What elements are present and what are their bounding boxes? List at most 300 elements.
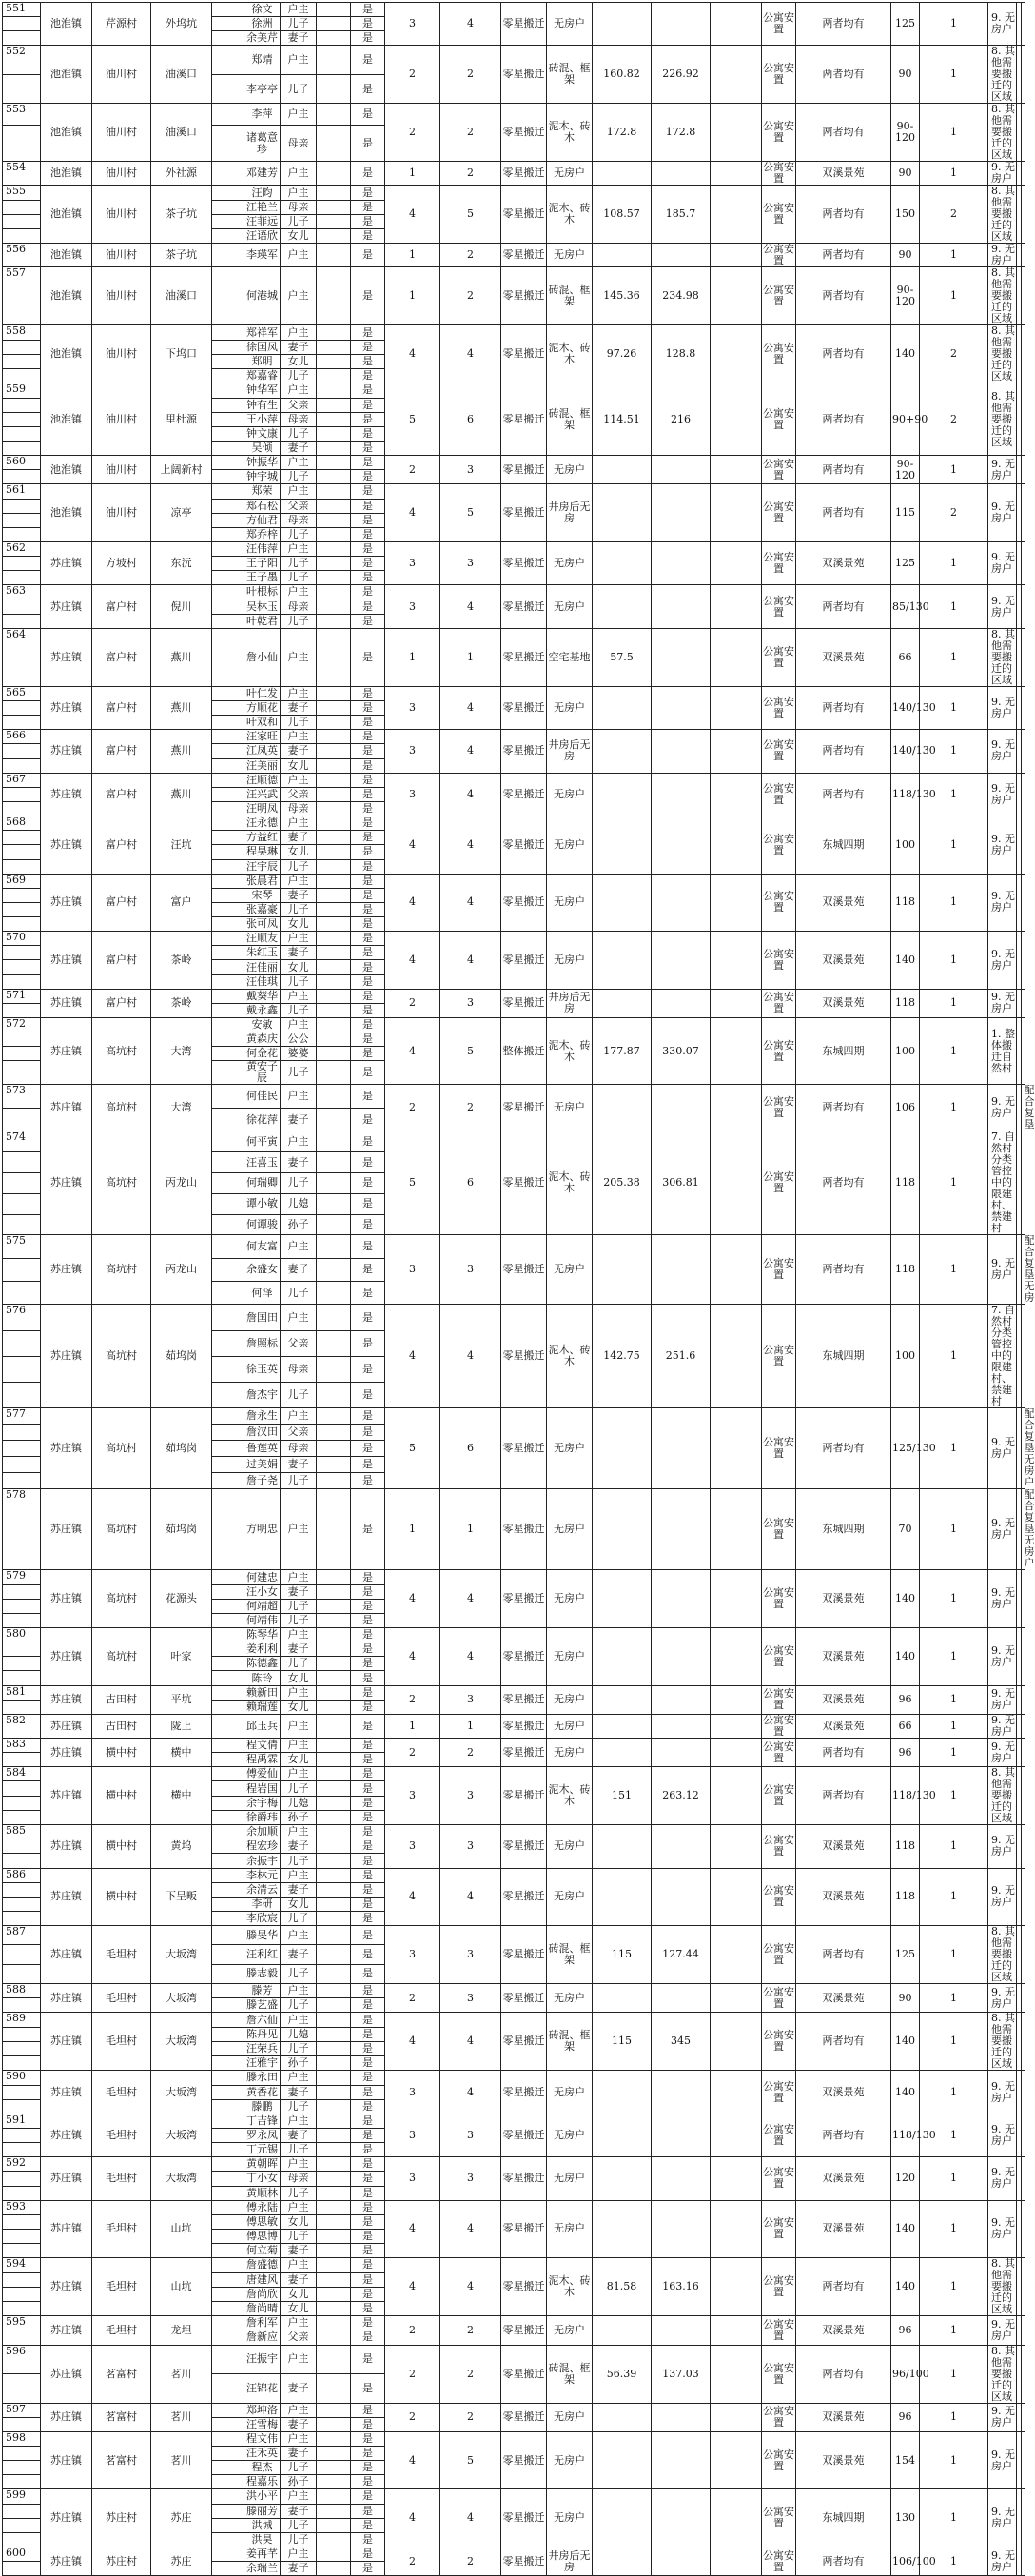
row-number-cell: 556 — [3, 244, 41, 267]
town-cell: 池淮镇 — [41, 3, 92, 46]
registered-flag-cell: 是 — [351, 1457, 385, 1473]
member-name-cell: 余清云 — [244, 1882, 281, 1897]
community-cell: 两者均有 — [796, 46, 891, 104]
people-count-cell: 4 — [385, 1018, 440, 1085]
table-row — [3, 244, 1025, 267]
people-count-cell: 3 — [385, 585, 440, 628]
blank-cell — [212, 383, 244, 398]
registered-flag-cell: 是 — [351, 2504, 385, 2518]
policy-cell: 9. 无房户 — [988, 2403, 1017, 2431]
people-count-cell: 4 — [385, 2200, 440, 2258]
relation-cell: 母亲 — [281, 1356, 317, 1382]
unit-count-cell: 1 — [920, 1235, 988, 1305]
row-number-cell-blank — [3, 1839, 41, 1854]
blank-cell — [317, 2099, 351, 2114]
registered-flag-cell: 是 — [351, 1700, 385, 1714]
town-cell: 苏庄镇 — [41, 1868, 92, 1926]
relocation-mode-cell: 零星搬迁 — [501, 244, 547, 267]
registered-flag-cell: 是 — [351, 369, 385, 383]
registered-flag-cell: 是 — [351, 1108, 385, 1131]
apartment-size-cell: 118 — [891, 989, 920, 1017]
registered-flag-cell: 是 — [351, 2417, 385, 2431]
member-name-cell: 滕永田 — [244, 2071, 281, 2085]
group-cell: 倪川 — [151, 585, 212, 628]
note-cell — [1021, 46, 1025, 104]
relocation-mode-cell: 零星搬迁 — [501, 2114, 547, 2156]
community-cell: 两者均有 — [796, 686, 891, 729]
row-number-cell-blank — [3, 1152, 41, 1173]
blank-cell — [212, 2302, 244, 2316]
policy-cell: 8. 其他需要搬迁的区域 — [988, 267, 1017, 325]
row-number-cell-blank — [3, 1282, 41, 1305]
blank-cell — [317, 1193, 351, 1214]
row-number-cell-blank — [3, 2417, 41, 2431]
note-cell: 配合复垦 — [1021, 1085, 1025, 1131]
member-name-cell: 汪昀 — [244, 186, 281, 200]
note-cell — [1021, 104, 1025, 162]
blank-cell — [317, 244, 351, 267]
placement-cell: 公寓安置 — [762, 730, 796, 773]
room-count-cell: 5 — [440, 186, 501, 244]
relation-cell: 妻子 — [281, 1839, 317, 1854]
table-row — [3, 2316, 1025, 2330]
floor-area-cell: 251.6 — [652, 1305, 711, 1408]
relation-cell: 儿子 — [281, 2518, 317, 2532]
placement-cell: 公寓安置 — [762, 2157, 796, 2200]
registered-flag-cell: 是 — [351, 229, 385, 244]
people-count-cell: 2 — [385, 2547, 440, 2575]
relocation-mode-cell: 整体搬迁 — [501, 1018, 547, 1085]
room-count-cell: 4 — [440, 932, 501, 990]
registered-flag-cell: 是 — [351, 2345, 385, 2374]
member-name-cell: 汪佳丽 — [244, 960, 281, 974]
member-name-cell: 徐洲 — [244, 17, 281, 31]
people-count-cell: 3 — [385, 2071, 440, 2114]
community-cell: 双溪景苑 — [796, 1984, 891, 2013]
member-name-cell: 钟宇城 — [244, 470, 281, 484]
relation-cell: 妻子 — [281, 2374, 317, 2404]
unit-count-cell: 1 — [920, 932, 988, 990]
blank-cell — [711, 1738, 762, 1766]
registered-flag-cell: 是 — [351, 244, 385, 267]
group-cell: 燕川 — [151, 628, 212, 686]
registered-flag-cell: 是 — [351, 46, 385, 75]
room-count-cell: 4 — [440, 2013, 501, 2071]
row-number-cell-blank — [3, 1810, 41, 1824]
people-count-cell: 1 — [385, 628, 440, 686]
registered-flag-cell: 是 — [351, 1998, 385, 2013]
member-name-cell: 汪语欣 — [244, 229, 281, 244]
people-count-cell: 2 — [385, 2345, 440, 2403]
blank-cell — [212, 2157, 244, 2172]
relation-cell: 妻子 — [281, 2504, 317, 2518]
apartment-size-cell: 118/130 — [891, 773, 920, 816]
blank-cell — [711, 244, 762, 267]
floor-area-cell: 172.8 — [652, 104, 711, 162]
blank-cell — [212, 1047, 244, 1061]
member-name-cell: 何谭骏 — [244, 1214, 281, 1235]
room-count-cell: 4 — [440, 1570, 501, 1628]
relation-cell: 妻子 — [281, 1882, 317, 1897]
blank-cell — [212, 2272, 244, 2287]
town-cell: 苏庄镇 — [41, 1235, 92, 1305]
row-number-cell: 571 — [3, 989, 41, 1003]
relation-cell: 户主 — [281, 2114, 317, 2128]
town-cell: 苏庄镇 — [41, 2157, 92, 2200]
member-name-cell: 叶双和 — [244, 716, 281, 730]
room-count-cell: 3 — [440, 456, 501, 484]
member-name-cell: 张嘉豪 — [244, 902, 281, 916]
structure-cell: 无房户 — [547, 1628, 593, 1686]
registered-flag-cell: 是 — [351, 1926, 385, 1945]
floor-area-cell — [652, 162, 711, 186]
note-cell — [1021, 2403, 1025, 2431]
community-cell: 两者均有 — [796, 456, 891, 484]
registered-flag-cell: 是 — [351, 2085, 385, 2099]
relocation-mode-cell: 零星搬迁 — [501, 1714, 547, 1738]
registered-flag-cell: 是 — [351, 104, 385, 126]
structure-cell: 泥木、砖木 — [547, 1767, 593, 1825]
placement-cell: 公寓安置 — [762, 816, 796, 875]
people-count-cell: 4 — [385, 2489, 440, 2547]
room-count-cell: 2 — [440, 2345, 501, 2403]
people-count-cell: 3 — [385, 2157, 440, 2200]
unit-count-cell: 1 — [920, 1738, 988, 1766]
blank-cell — [212, 484, 244, 499]
town-cell: 池淮镇 — [41, 104, 92, 162]
blank-cell — [317, 1945, 351, 1964]
relation-cell: 女儿 — [281, 354, 317, 368]
floor-area-cell — [652, 2157, 711, 2200]
member-name-cell: 吴林玉 — [244, 600, 281, 614]
registered-flag-cell: 是 — [351, 902, 385, 916]
group-cell: 横中 — [151, 1738, 212, 1766]
registered-flag-cell: 是 — [351, 1282, 385, 1305]
policy-cell: 7. 自然村分类管控中的限建村、禁建村 — [988, 1305, 1017, 1408]
policy-cell: 8. 其他需要搬迁的区域 — [988, 46, 1017, 104]
registered-flag-cell: 是 — [351, 1796, 385, 1810]
registered-flag-cell: 是 — [351, 888, 385, 902]
blank-cell — [212, 1912, 244, 1926]
note-cell — [1021, 1926, 1025, 1984]
registered-flag-cell: 是 — [351, 2186, 385, 2200]
blank-cell — [317, 1330, 351, 1356]
note-cell — [1021, 2114, 1025, 2156]
blank-cell — [212, 1868, 244, 1882]
policy-cell: 8. 其他需要搬迁的区域 — [988, 104, 1017, 162]
room-count-cell: 4 — [440, 2200, 501, 2258]
structure-cell: 无房户 — [547, 541, 593, 584]
town-cell: 池淮镇 — [41, 244, 92, 267]
note-cell — [1021, 1018, 1025, 1085]
unit-count-cell: 1 — [920, 104, 988, 162]
relocation-mode-cell: 零星搬迁 — [501, 686, 547, 729]
row-number-cell-blank — [3, 787, 41, 801]
blank-cell — [317, 744, 351, 758]
blank-cell — [317, 162, 351, 186]
relation-cell: 户主 — [281, 541, 317, 556]
member-name-cell: 滕芳 — [244, 1984, 281, 1998]
unit-count-cell: 1 — [920, 3, 988, 46]
registered-flag-cell: 是 — [351, 354, 385, 368]
blank-cell — [212, 229, 244, 244]
apartment-size-cell: 154 — [891, 2431, 920, 2489]
member-name-cell: 江凤英 — [244, 744, 281, 758]
member-name-cell: 邓建芳 — [244, 162, 281, 186]
people-count-cell: 3 — [385, 773, 440, 816]
building-area-cell — [593, 686, 652, 729]
village-cell: 毛坦村 — [92, 2071, 151, 2114]
registered-flag-cell: 是 — [351, 3, 385, 17]
row-number-cell-blank — [3, 831, 41, 845]
member-name-cell: 鲁莲英 — [244, 1441, 281, 1457]
relation-cell: 女儿 — [281, 960, 317, 974]
registered-flag-cell: 是 — [351, 2302, 385, 2316]
blank-cell — [317, 700, 351, 715]
table-row — [3, 1825, 1025, 1839]
relocation-mode-cell: 零星搬迁 — [501, 1685, 547, 1714]
member-name-cell: 方明忠 — [244, 1489, 281, 1570]
group-cell: 油溪口 — [151, 104, 212, 162]
policy-cell: 9. 无房户 — [988, 1235, 1017, 1305]
village-cell: 富户村 — [92, 932, 151, 990]
people-count-cell: 4 — [385, 2013, 440, 2071]
registered-flag-cell: 是 — [351, 2287, 385, 2301]
community-cell: 双溪景苑 — [796, 628, 891, 686]
floor-area-cell — [652, 816, 711, 875]
row-number-cell-blank — [3, 2056, 41, 2071]
blank-cell — [317, 859, 351, 874]
relation-cell: 儿子 — [281, 1383, 317, 1408]
registered-flag-cell: 是 — [351, 484, 385, 499]
floor-area-cell: 127.44 — [652, 1926, 711, 1984]
registered-flag-cell: 是 — [351, 628, 385, 686]
structure-cell: 无房户 — [547, 932, 593, 990]
blank-cell — [212, 1457, 244, 1473]
blank-cell — [212, 2143, 244, 2157]
relation-cell: 妻子 — [281, 2562, 317, 2576]
apartment-size-cell: 90 — [891, 244, 920, 267]
apartment-size-cell: 100 — [891, 816, 920, 875]
blank-cell — [212, 1984, 244, 1998]
blank-cell — [212, 426, 244, 441]
note-cell — [1021, 186, 1025, 244]
blank-cell — [212, 2287, 244, 2301]
blank-cell — [711, 46, 762, 104]
relation-cell: 母亲 — [281, 513, 317, 527]
blank-cell — [317, 1882, 351, 1897]
member-name-cell: 余加顺 — [244, 1825, 281, 1839]
registered-flag-cell: 是 — [351, 2172, 385, 2186]
people-count-cell: 4 — [385, 1570, 440, 1628]
table-row — [3, 989, 1025, 1003]
registered-flag-cell: 是 — [351, 716, 385, 730]
blank-cell — [711, 2258, 762, 2316]
blank-cell — [212, 354, 244, 368]
row-number-cell-blank — [3, 1473, 41, 1489]
room-count-cell: 2 — [440, 1085, 501, 1131]
village-cell: 油川村 — [92, 456, 151, 484]
relocation-mode-cell: 零星搬迁 — [501, 2403, 547, 2431]
people-count-cell: 3 — [385, 1825, 440, 1868]
room-count-cell: 2 — [440, 46, 501, 104]
relocation-mode-cell: 零星搬迁 — [501, 162, 547, 186]
relation-cell: 妻子 — [281, 2085, 317, 2099]
member-name-cell: 詹新应 — [244, 2330, 281, 2345]
registered-flag-cell: 是 — [351, 499, 385, 513]
group-cell: 龙坦 — [151, 2316, 212, 2345]
floor-area-cell — [652, 1570, 711, 1628]
blank-cell — [212, 1425, 244, 1441]
blank-cell — [212, 2518, 244, 2532]
table-row — [3, 325, 1025, 340]
blank-cell — [212, 773, 244, 787]
people-count-cell: 3 — [385, 1926, 440, 1984]
relation-cell: 户主 — [281, 2200, 317, 2214]
member-name-cell: 黄香花 — [244, 2085, 281, 2099]
room-count-cell: 4 — [440, 325, 501, 383]
blank-cell — [212, 571, 244, 585]
floor-area-cell — [652, 932, 711, 990]
relocation-mode-cell: 零星搬迁 — [501, 1738, 547, 1766]
policy-cell: 9. 无房户 — [988, 1868, 1017, 1926]
member-name-cell: 汪顺德 — [244, 773, 281, 787]
village-cell: 茗富村 — [92, 2431, 151, 2489]
people-count-cell: 2 — [385, 1685, 440, 1714]
policy-cell: 9. 无房户 — [988, 3, 1017, 46]
floor-area-cell: 226.92 — [652, 46, 711, 104]
blank-cell — [317, 989, 351, 1003]
relocation-mode-cell: 零星搬迁 — [501, 325, 547, 383]
policy-cell: 8. 其他需要搬迁的区域 — [988, 186, 1017, 244]
placement-cell: 公寓安置 — [762, 2403, 796, 2431]
registered-flag-cell: 是 — [351, 1018, 385, 1032]
row-number-cell: 568 — [3, 816, 41, 831]
member-name-cell: 詹尚晴 — [244, 2302, 281, 2316]
blank-cell — [317, 1912, 351, 1926]
room-count-cell: 5 — [440, 484, 501, 542]
relation-cell: 户主 — [281, 2258, 317, 2272]
apartment-size-cell: 90-120 — [891, 267, 920, 325]
blank-cell — [711, 1825, 762, 1868]
relation-cell: 户主 — [281, 1085, 317, 1109]
registered-flag-cell: 是 — [351, 2200, 385, 2214]
placement-cell: 公寓安置 — [762, 1738, 796, 1766]
blank-cell — [317, 1356, 351, 1382]
room-count-cell: 5 — [440, 1018, 501, 1085]
blank-cell — [711, 730, 762, 773]
floor-area-cell — [652, 456, 711, 484]
table-row — [3, 2071, 1025, 2085]
floor-area-cell — [652, 1868, 711, 1926]
note-cell — [1021, 1131, 1025, 1235]
community-cell: 两者均有 — [796, 2013, 891, 2071]
blank-cell — [317, 1032, 351, 1047]
registered-flag-cell: 是 — [351, 744, 385, 758]
unit-count-cell: 2 — [920, 484, 988, 542]
row-number-cell-blank — [3, 2532, 41, 2547]
community-cell: 双溪景苑 — [796, 2200, 891, 2258]
community-cell: 双溪景苑 — [796, 1628, 891, 1686]
blank-cell — [212, 960, 244, 974]
placement-cell: 公寓安置 — [762, 2547, 796, 2575]
table-row — [3, 1767, 1025, 1781]
registered-flag-cell: 是 — [351, 2071, 385, 2085]
relation-cell: 户主 — [281, 2403, 317, 2417]
placement-cell: 公寓安置 — [762, 2013, 796, 2071]
row-number-cell-blank — [3, 2461, 41, 2475]
blank-cell — [317, 2532, 351, 2547]
town-cell: 苏庄镇 — [41, 2345, 92, 2403]
apartment-size-cell: 96/100 — [891, 2345, 920, 2403]
group-cell: 丙龙山 — [151, 1131, 212, 1235]
blank-cell — [212, 874, 244, 888]
registered-flag-cell: 是 — [351, 801, 385, 816]
blank-cell — [711, 2114, 762, 2156]
blank-cell — [317, 441, 351, 455]
community-cell: 两者均有 — [796, 1767, 891, 1825]
policy-cell: 7. 自然村分类管控中的限建村、禁建村 — [988, 1131, 1017, 1235]
blank-cell — [317, 1152, 351, 1173]
group-cell: 大坂湾 — [151, 2114, 212, 2156]
blank-cell — [317, 74, 351, 104]
relation-cell: 儿子 — [281, 1061, 317, 1085]
relation-cell: 妻子 — [281, 700, 317, 715]
placement-cell: 公寓安置 — [762, 104, 796, 162]
member-name-cell: 叶乾君 — [244, 614, 281, 628]
building-area-cell: 151 — [593, 1767, 652, 1825]
blank-cell — [212, 1570, 244, 1584]
relation-cell: 户主 — [281, 1714, 317, 1738]
member-name-cell: 陈丹见 — [244, 2027, 281, 2041]
unit-count-cell: 1 — [920, 628, 988, 686]
blank-cell — [317, 1897, 351, 1911]
group-cell: 下坞口 — [151, 325, 212, 383]
relation-cell: 妻子 — [281, 340, 317, 354]
registered-flag-cell: 是 — [351, 2403, 385, 2417]
blank-cell — [212, 600, 244, 614]
row-number-cell: 569 — [3, 874, 41, 888]
row-number-cell-blank — [3, 1945, 41, 1964]
apartment-size-cell: 106 — [891, 1085, 920, 1131]
apartment-size-cell: 140 — [891, 2200, 920, 2258]
group-cell: 山坑 — [151, 2258, 212, 2316]
registered-flag-cell: 是 — [351, 456, 385, 470]
structure-cell: 无房户 — [547, 2489, 593, 2547]
row-number-cell: 596 — [3, 2345, 41, 2374]
member-name-cell: 滕志毅 — [244, 1964, 281, 1983]
floor-area-cell — [652, 874, 711, 932]
relocation-mode-cell: 零星搬迁 — [501, 456, 547, 484]
blank-cell — [711, 484, 762, 542]
community-cell: 双溪景苑 — [796, 2403, 891, 2431]
registered-flag-cell: 是 — [351, 1214, 385, 1235]
blank-cell — [317, 2518, 351, 2532]
row-number-cell-blank — [3, 859, 41, 874]
note-cell — [1021, 874, 1025, 932]
blank-cell — [711, 186, 762, 244]
unit-count-cell: 2 — [920, 186, 988, 244]
unit-count-cell: 1 — [920, 1085, 988, 1131]
blank-cell — [317, 1108, 351, 1131]
registered-flag-cell: 是 — [351, 989, 385, 1003]
apartment-size-cell: 70 — [891, 1489, 920, 1570]
relation-cell: 户主 — [281, 267, 317, 325]
blank-cell — [212, 744, 244, 758]
member-name-cell: 钟华军 — [244, 383, 281, 398]
blank-cell — [212, 513, 244, 527]
note-cell — [1021, 1738, 1025, 1766]
